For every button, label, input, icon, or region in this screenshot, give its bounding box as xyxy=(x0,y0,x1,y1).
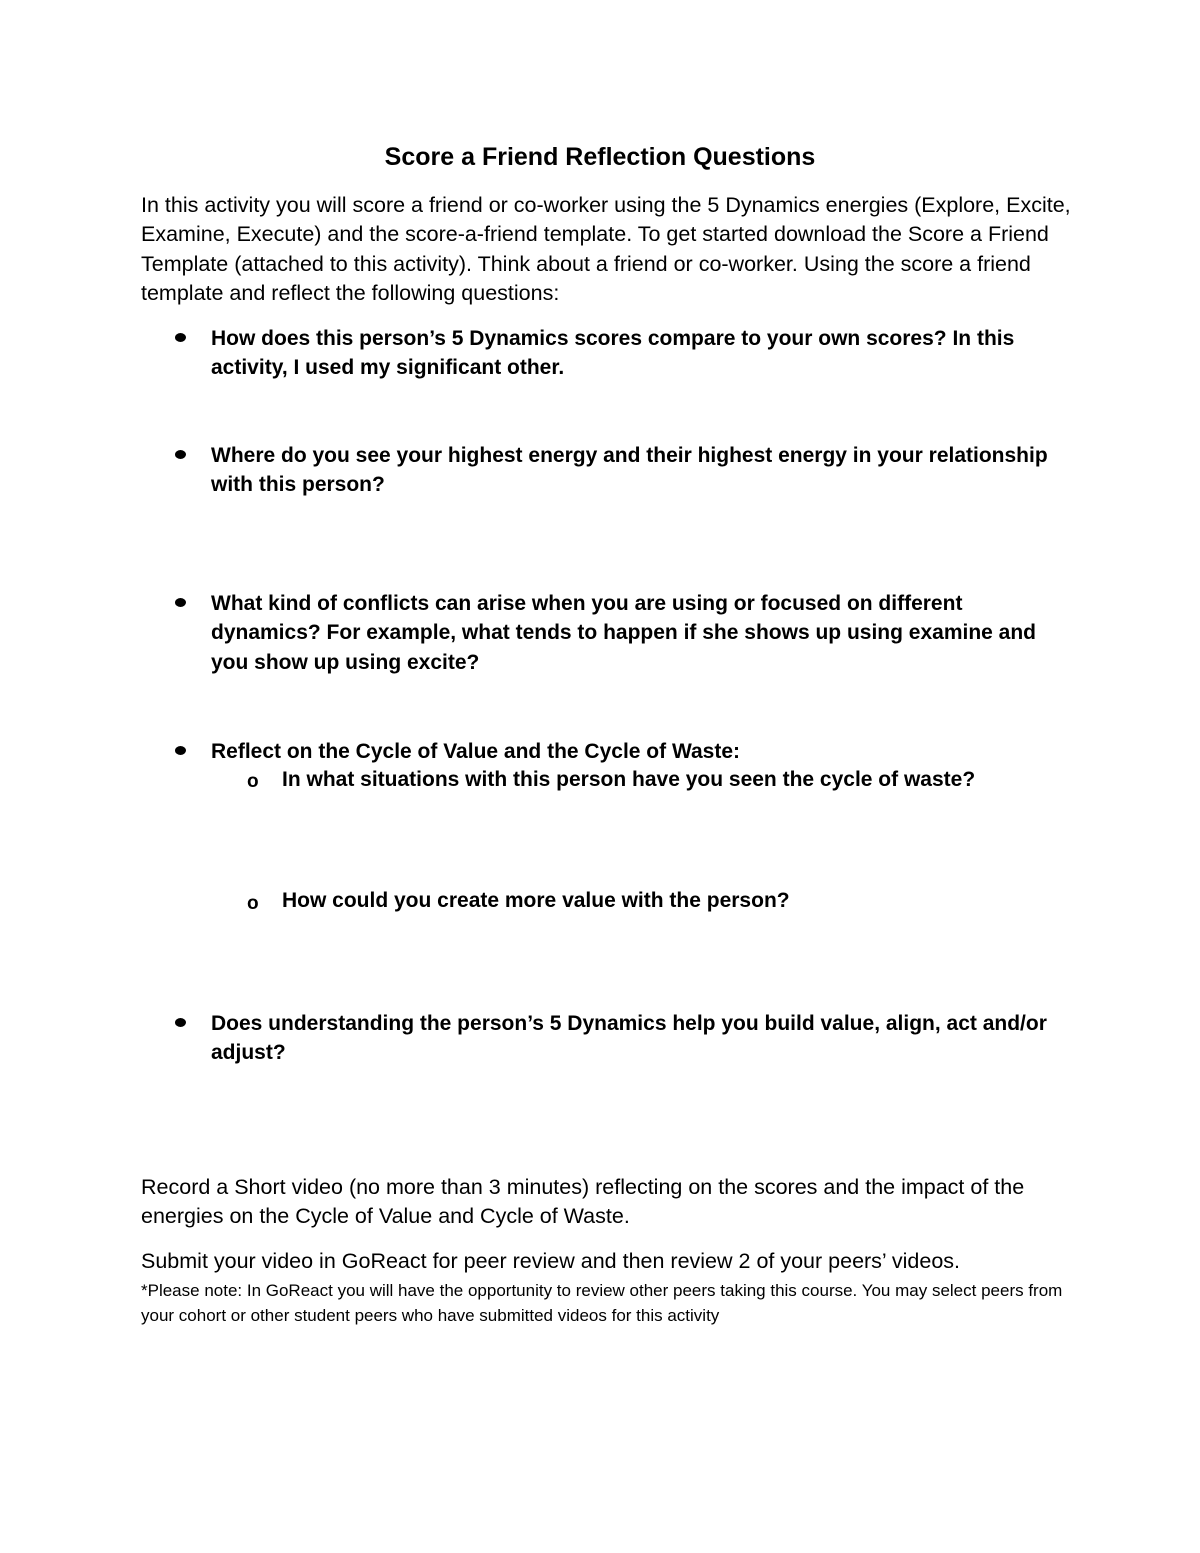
sub-bullet-icon: o xyxy=(247,771,259,792)
question-1: How does this person’s 5 Dynamics scores compare to your own scores? In this activity, I used my significant other. xyxy=(211,327,1015,380)
sub-question-2: How could you create more value with the person? xyxy=(282,889,790,912)
intro-paragraph: In this activity you will score a friend or co-worker using the 5 Dynamics energies (Explore, Excite, Examine, Execute) and the score-a-friend template. To get started download the Score a Friend Template (attached to this activity). Think about a friend or co-worker. Using the score a friend template and reflect the following questions: xyxy=(141,193,1071,305)
record-instructions: Record a Short video (no more than 3 minutes) reflecting on the scores and the impact of the energies on the Cycle of Value and Cycle of Waste. xyxy=(141,1175,1025,1229)
bullet-icon xyxy=(175,746,186,755)
document-title: Score a Friend Reflection Questions xyxy=(384,143,816,171)
submit-instructions: Submit your video in GoReact for peer review and then review 2 of your peers’ videos. xyxy=(141,1249,961,1273)
sub-bullet-icon: o xyxy=(247,893,259,914)
sub-question-1: In what situations with this person have you seen the cycle of waste? xyxy=(282,768,976,791)
bullet-icon xyxy=(175,450,186,459)
question-3: What kind of conflicts can arise when you are using or focused on different dynamics? For example, what tends to happen if she shows up using examine and you show up using excite? xyxy=(211,592,1036,674)
bullet-icon xyxy=(175,598,186,607)
question-2: Where do you see your highest energy and their highest energy in your relationship with this person? xyxy=(211,444,1048,497)
question-5: Does understanding the person’s 5 Dynamics help you build value, align, act and/or adjust? xyxy=(211,1012,1047,1065)
bullet-icon xyxy=(175,1018,186,1027)
bullet-icon xyxy=(175,333,186,342)
question-4: Reflect on the Cycle of Value and the Cycle of Waste: xyxy=(211,740,741,763)
note-text: *Please note: In GoReact you will have the opportunity to review other peers taking this course. You may select peers from your cohort or other student peers who have submitted videos for this activity xyxy=(141,1281,1063,1325)
